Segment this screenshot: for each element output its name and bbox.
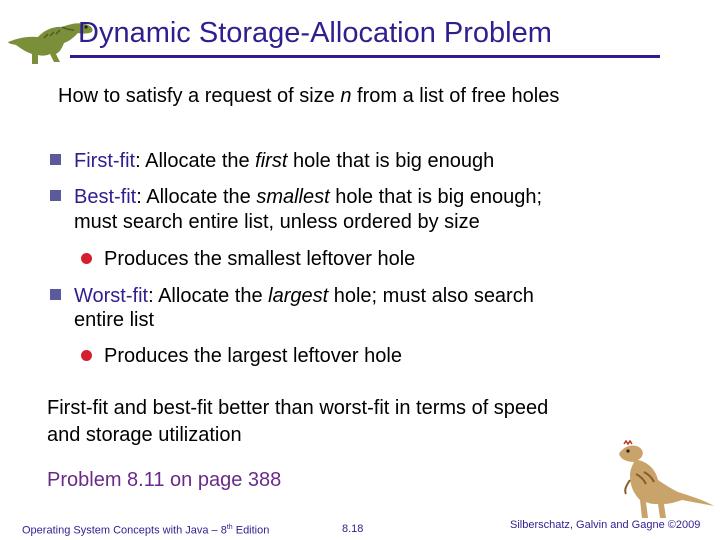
- square-bullet-icon: [50, 154, 61, 165]
- footer-book-title: [22, 524, 269, 537]
- slide-title: Dynamic Storage-Allocation Problem: [78, 17, 552, 49]
- bullet-text: hole that is big enough;: [329, 186, 543, 208]
- bullet-emphasis: smallest: [256, 186, 330, 208]
- sub-bullet-best-fit: Produces the smallest leftover hole: [104, 248, 416, 270]
- square-bullet-icon: [50, 289, 61, 300]
- footer-book-sup: th: [226, 524, 233, 531]
- slide-subtitle: [58, 86, 559, 106]
- bullet-emphasis: largest: [268, 285, 329, 307]
- footer-page-number: 8.18: [342, 523, 364, 535]
- bullet-first-fit: [74, 151, 494, 171]
- subtitle-suffix: from a list of free holes: [351, 85, 560, 107]
- bullet-text: : Allocate the: [136, 186, 257, 208]
- subtitle-variable: n: [340, 85, 352, 107]
- term-best-fit: Best-fit: [74, 186, 137, 208]
- conclusion-line-2: and storage utilization: [47, 424, 242, 446]
- term-first-fit: First-fit: [74, 150, 136, 172]
- term-worst-fit: Worst-fit: [74, 285, 149, 307]
- bullet-worst-fit: [74, 286, 534, 306]
- bullet-text: hole; must also search: [328, 285, 534, 307]
- footer-book-prefix: Operating System Concepts with Java – 8: [22, 524, 227, 537]
- bullet-best-fit: [74, 187, 542, 207]
- footer-book-suffix: Edition: [232, 524, 270, 537]
- bullet-text: : Allocate the: [148, 285, 269, 307]
- round-bullet-icon: [81, 253, 92, 264]
- round-bullet-icon: [81, 350, 92, 361]
- conclusion-line-1: First-fit and best-fit better than worst-fit in terms of speed: [47, 397, 549, 419]
- bullet-text: : Allocate the: [135, 150, 256, 172]
- sub-bullet-worst-fit: Produces the largest leftover hole: [104, 345, 402, 367]
- title-underline: [70, 55, 660, 58]
- bullet-text: hole that is big enough: [287, 150, 495, 172]
- bullet-continuation: entire list: [74, 309, 155, 331]
- footer-copyright: Silberschatz, Galvin and Gagne ©2009: [510, 519, 701, 531]
- square-bullet-icon: [50, 190, 61, 201]
- bullet-continuation: must search entire list, unless ordered by size: [74, 211, 480, 233]
- bullet-emphasis: first: [255, 150, 288, 172]
- subtitle-prefix: How to satisfy a request of size: [58, 85, 341, 107]
- problem-reference: Problem 8.11 on page 388: [47, 469, 282, 491]
- dinosaur-mascot-icon: [608, 440, 718, 522]
